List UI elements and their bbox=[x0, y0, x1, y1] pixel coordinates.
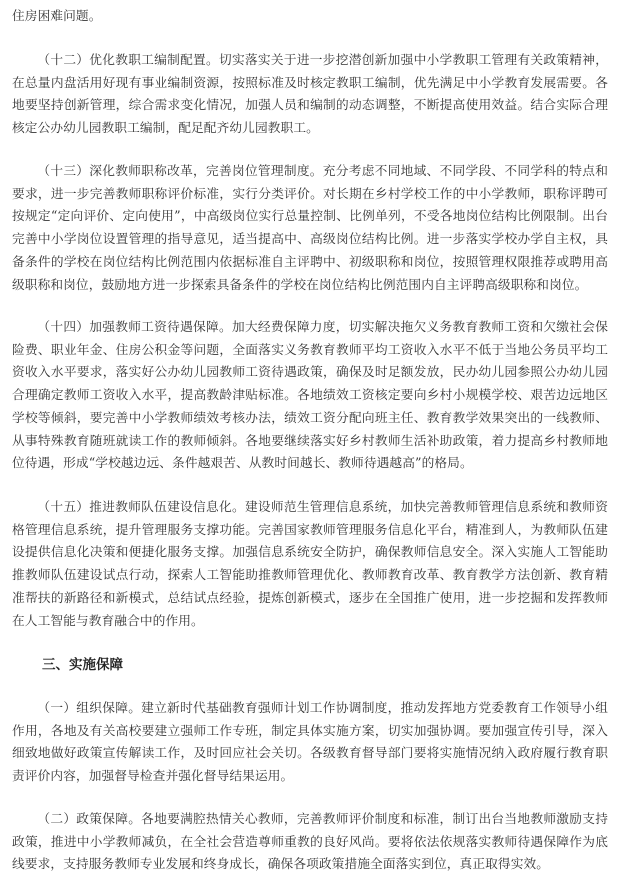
paragraph-thirteen-titles: （十三）深化教师职称改革，完善岗位管理制度。充分考虑不同地域、不同学段、不同学科的特点和要求，进一步完善教师职称评价标准，实行分类评价。对长期在乡村学校工作的中小学教师，职称评聘可按规定“定向评价、定向使用”，中高级岗位实行总量控制、比例单列，不受各地岗位结构比例限制。出台完善中小学岗位设置管理的指导意见，适当提高中、高级岗位结构比例。进一步落实学校办学自主权，具备条件的学校在岗位结构比例范围内依据标准自主评聘中、初级职称和岗位，按照管理权限推荐或聘用高级职称和岗位，鼓励地方进一步探索具备条件的学校在岗位结构比例范围内自主评聘高级职称和岗位。 bbox=[12, 163, 608, 292]
paragraph-twelve-staffing: （十二）优化教职工编制配置。切实落实关于进一步挖潜创新加强中小学教职工管理有关政策精神，在总量内盘活用好现有事业编制资源，按照标准及时核定教职工编制，优先满足中小学教育发展需要。各地要坚持创新管理，综合需求变化情况，加强人员和编制的动态调整，不断提高使用效益。结合实际合理核定公办幼儿园教职工编制，配足配齐幼儿园教职工。 bbox=[12, 52, 608, 136]
paragraph-fifteen-informatization: （十五）推进教师队伍建设信息化。建设师范生管理信息系统，加快完善教师管理信息系统和教师资格管理信息系统，提升管理服务支撑功能。完善国家教师管理服务信息化平台，精准到人，为教师队伍建设提供信息化决策和便捷化服务支撑。加强信息系统安全防护，确保教师信息安全。深入实施人工智能助推教师队伍建设试点行动，探索人工智能助推教师管理优化、教师教育改革、教育教学方法创新、教育精准帮扶的新路径和新模式，总结试点经验，提炼创新模式，逐步在全国推广使用，进一步挖掘和发挥教师在人工智能与教育融合中的作用。 bbox=[12, 499, 608, 628]
section-heading-guarantees: 三、实施保障 bbox=[42, 657, 123, 673]
paragraph-fourteen-salary: （十四）加强教师工资待遇保障。加大经费保障力度，切实解决拖欠义务教育教师工资和欠缴社会保险费、职业年金、住房公积金等问题，全面落实义务教育教师平均工资收入水平不低于当地公务员平均工资收入水平要求，落实好公办幼儿园教师工资待遇政策，确保及时足额发放，民办幼儿园参照公办幼儿园合理确定教师工资收入水平，提高教龄津贴标准。各地绩效工资核定要向乡村小规模学校、艰苦边远地区学校等倾斜，要完善中小学教师绩效考核办法，绩效工资分配向班主任、教育教学效果突出的一线教师、从事特殊教育随班就读工作的教师倾斜。各地要继续落实好乡村教师生活补助政策，着力提高乡村教师地位待遇，形成“学校越边远、条件越艰苦、从教时间越长、教师待遇越高”的格局。 bbox=[12, 319, 608, 471]
paragraph-organization-guarantee: （一）组织保障。建立新时代基础教育强师计划工作协调制度，推动发挥地方党委教育工作领导小组作用，各地及有关高校要建立强师工作专班，制定具体实施方案，切实加强协调。要加强宣传引导，深入细致地做好政策宣传解读工作，及时回应社会关切。各级教育督导部门要将实施情况纳入政府履行教育职责评价内容，加强督导检查并强化督导结果运用。 bbox=[12, 700, 608, 784]
paragraph-policy-guarantee: （二）政策保障。各地要满腔热情关心教师，完善教师评价制度和标准，制订出台当地教师激励支持政策，推进中小学教师减负，在全社会营造尊师重教的良好风尚。要将依法依规落实教师待遇保障作为底线要求，支持服务教师专业发展和终身成长，确保各项政策措施全面落实到位，真正取得实效。 bbox=[12, 811, 608, 872]
paragraph-intro: 住房困难问题。 bbox=[12, 8, 102, 23]
